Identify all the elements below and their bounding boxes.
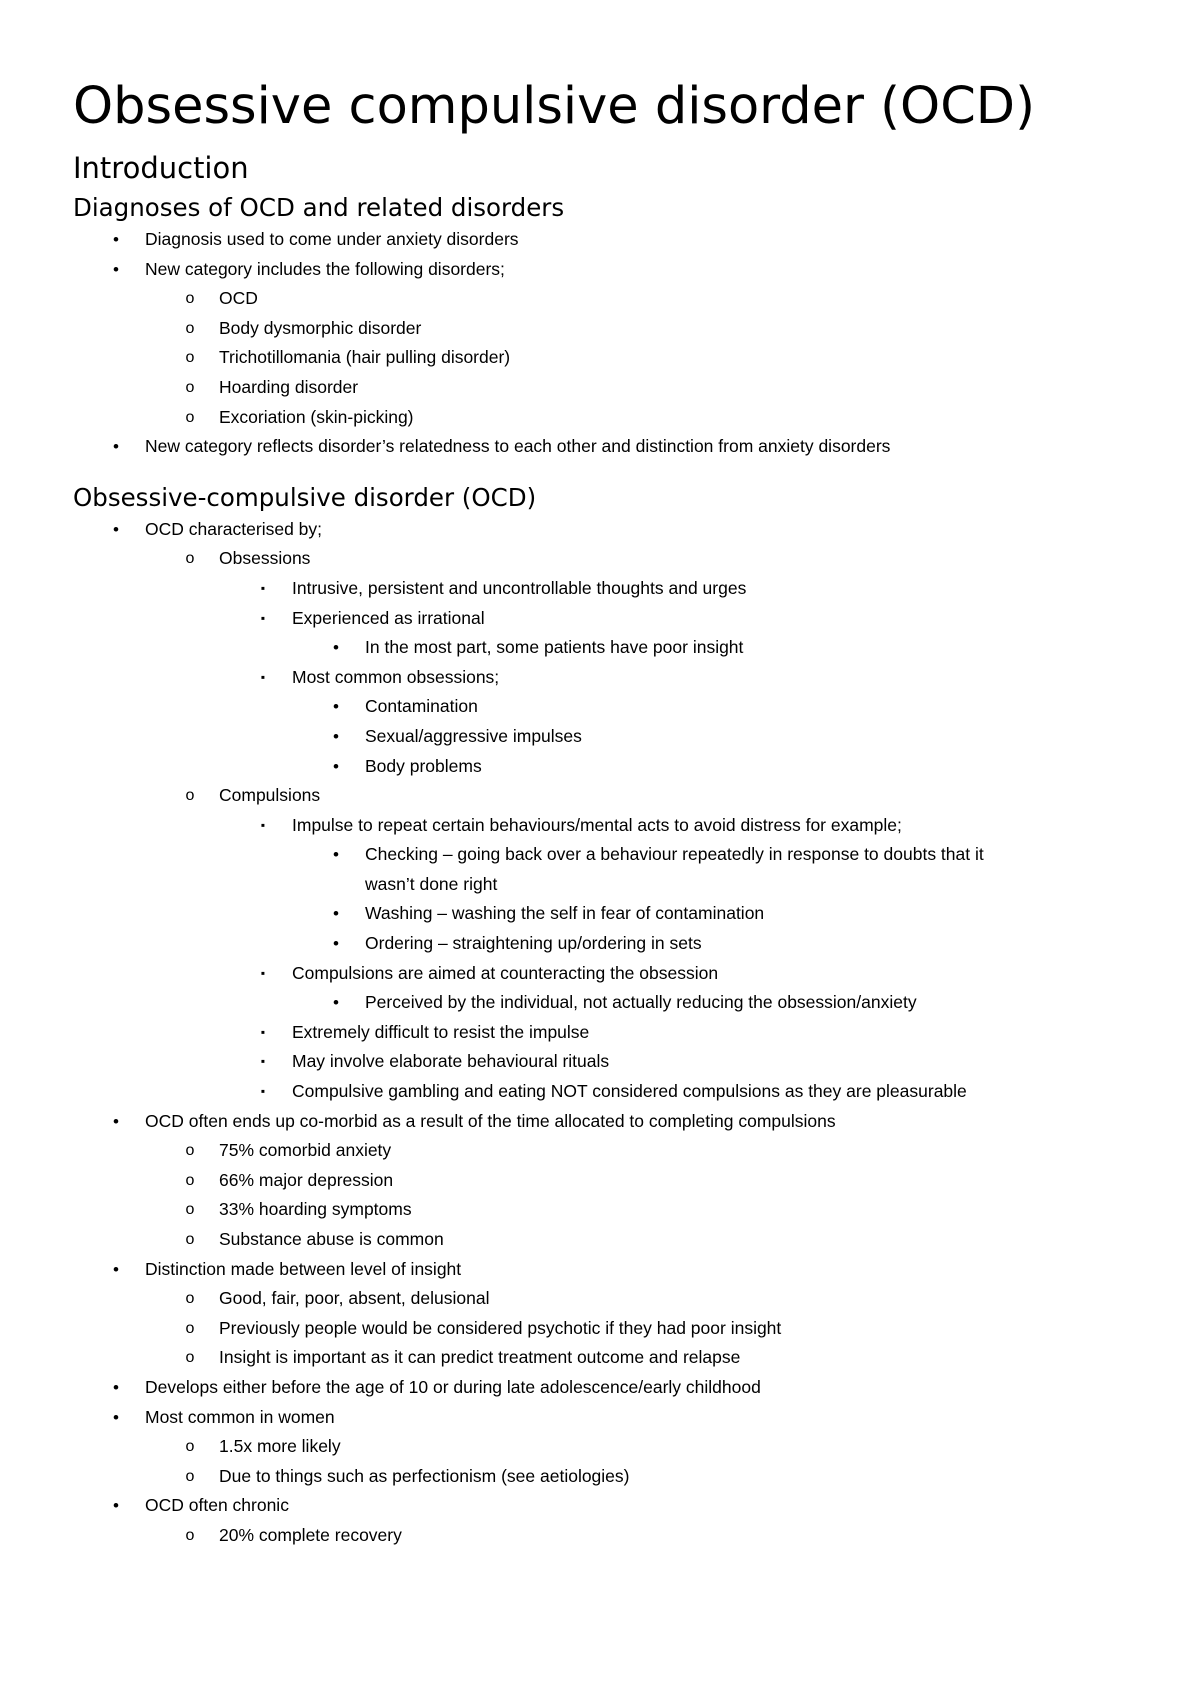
bullet-icon: • xyxy=(333,756,339,776)
list-item: • New category includes the following disorders; xyxy=(73,255,1133,285)
list-item: o Due to things such as perfectionism (see aetiologies) xyxy=(73,1462,1133,1492)
list-item: ▪ Intrusive, persistent and uncontrollable thoughts and urges xyxy=(73,574,1133,604)
bullet-icon: • xyxy=(333,697,339,717)
list-item: • Checking – going back over a behaviour repeatedly in response to doubts that it xyxy=(73,840,1133,870)
bullet-icon: • xyxy=(333,934,339,954)
list-item: o Obsessions xyxy=(73,544,1133,574)
list-item-continuation: wasn’t done right xyxy=(365,873,498,894)
bullet-icon: • xyxy=(333,993,339,1013)
bullet-icon: ▪ xyxy=(260,580,266,595)
bullet-icon: • xyxy=(333,726,339,746)
bullet-icon: o xyxy=(185,349,195,367)
list-item: o Previously people would be considered psychotic if they had poor insight xyxy=(73,1314,1133,1344)
bullet-icon: • xyxy=(113,230,119,249)
list-item: • Ordering – straightening up/ordering in sets xyxy=(73,929,1133,959)
bullet-icon: o xyxy=(185,1438,195,1456)
list-item: o Body dysmorphic disorder xyxy=(73,314,1133,344)
bullet-icon: o xyxy=(185,1142,195,1160)
bullet-icon: o xyxy=(185,1201,195,1219)
list-item: ▪ Compulsions are aimed at counteracting the obsession xyxy=(73,959,1133,989)
list-item: o Excoriation (skin-picking) xyxy=(73,403,1133,433)
bullet-icon: ▪ xyxy=(260,1054,266,1069)
list-item: • New category reflects disorder’s relatedness to each other and distinction from anxiety disorders xyxy=(73,432,1133,462)
bullet-icon: o xyxy=(185,378,195,396)
ocd-list xyxy=(73,515,1133,1551)
bullet-icon: • xyxy=(113,1496,119,1516)
list-item: o Insight is important as it can predict treatment outcome and relapse xyxy=(73,1343,1133,1373)
bullet-icon: o xyxy=(185,319,195,337)
bullet-icon: • xyxy=(113,1259,119,1279)
list-item: • Develops either before the age of 10 or during late adolescence/early childhood xyxy=(73,1373,1133,1403)
bullet-icon: • xyxy=(333,904,339,924)
bullet-icon: o xyxy=(185,1171,195,1189)
list-item: • Diagnosis used to come under anxiety disorders xyxy=(73,225,1133,255)
bullet-icon: • xyxy=(333,845,339,865)
bullet-icon: o xyxy=(185,787,195,805)
list-item: • Contamination xyxy=(73,692,1133,722)
bullet-icon: o xyxy=(185,1231,195,1248)
list-item: • OCD characterised by; xyxy=(73,515,1133,545)
list-item: o Substance abuse is common xyxy=(73,1225,1133,1255)
bullet-icon: • xyxy=(113,259,119,279)
bullet-icon: • xyxy=(113,437,119,457)
list-item: o 75% comorbid anxiety xyxy=(73,1136,1133,1166)
document-title: Obsessive compulsive disorder (OCD) xyxy=(73,77,1035,136)
list-item: o 1.5x more likely xyxy=(73,1432,1133,1462)
section-heading-ocd: Obsessive-compulsive disorder (OCD) xyxy=(73,482,537,512)
bullet-icon: • xyxy=(113,1111,119,1131)
bullet-icon: ▪ xyxy=(260,965,266,980)
list-item: o 20% complete recovery xyxy=(73,1521,1133,1551)
list-item: • Most common in women xyxy=(73,1403,1133,1433)
list-item: • OCD often chronic xyxy=(73,1491,1133,1521)
bullet-icon: o xyxy=(185,290,195,308)
bullet-icon: o xyxy=(185,1526,195,1544)
bullet-icon: o xyxy=(185,1319,195,1337)
bullet-icon: ▪ xyxy=(260,610,266,625)
bullet-icon: o xyxy=(185,1290,195,1308)
list-item: o Hoarding disorder xyxy=(73,373,1133,403)
bullet-icon: • xyxy=(113,1407,119,1427)
list-item: • Perceived by the individual, not actually reducing the obsession/anxiety xyxy=(73,988,1133,1018)
list-item: o 33% hoarding symptoms xyxy=(73,1195,1133,1225)
list-item: • Distinction made between level of insight xyxy=(73,1255,1133,1285)
bullet-icon: ▪ xyxy=(260,1024,266,1039)
list-item: • Body problems xyxy=(73,752,1133,782)
bullet-icon: • xyxy=(333,638,339,658)
diagnoses-list xyxy=(73,225,1133,462)
list-item: ▪ Experienced as irrational xyxy=(73,604,1133,634)
document-page xyxy=(73,72,1133,1551)
section-heading-diagnoses: Diagnoses of OCD and related disorders xyxy=(73,193,565,222)
bullet-icon: o xyxy=(185,550,195,568)
list-item: ▪ Most common obsessions; xyxy=(73,663,1133,693)
bullet-icon: ▪ xyxy=(260,669,266,684)
list-item: o 66% major depression xyxy=(73,1166,1133,1196)
bullet-icon: ▪ xyxy=(260,817,266,832)
bullet-icon: o xyxy=(185,1349,195,1367)
list-item: o Good, fair, poor, absent, delusional xyxy=(73,1284,1133,1314)
list-item: o Trichotillomania (hair pulling disorder) xyxy=(73,343,1133,373)
bullet-icon: o xyxy=(185,408,195,426)
list-item: • Washing – washing the self in fear of contamination xyxy=(73,899,1133,929)
list-item: ▪ Impulse to repeat certain behaviours/mental acts to avoid distress for example; xyxy=(73,811,1133,841)
list-item: ▪ Compulsive gambling and eating NOT considered compulsions as they are pleasurable xyxy=(73,1077,1133,1107)
list-item: • Sexual/aggressive impulses xyxy=(73,722,1133,752)
bullet-icon: • xyxy=(113,519,119,539)
bullet-icon: o xyxy=(185,1467,195,1485)
list-item: • OCD often ends up co-morbid as a result of the time allocated to completing compulsions xyxy=(73,1107,1133,1137)
bullet-icon: ▪ xyxy=(260,1084,266,1099)
list-item: • In the most part, some patients have poor insight xyxy=(73,633,1133,663)
list-item: ▪ May involve elaborate behavioural rituals xyxy=(73,1047,1133,1077)
list-item: ▪ Extremely difficult to resist the impulse xyxy=(73,1018,1133,1048)
list-item: o Compulsions xyxy=(73,781,1133,811)
introduction-heading: Introduction xyxy=(73,151,249,185)
list-item: o OCD xyxy=(73,284,1133,314)
bullet-icon: • xyxy=(113,1377,119,1397)
